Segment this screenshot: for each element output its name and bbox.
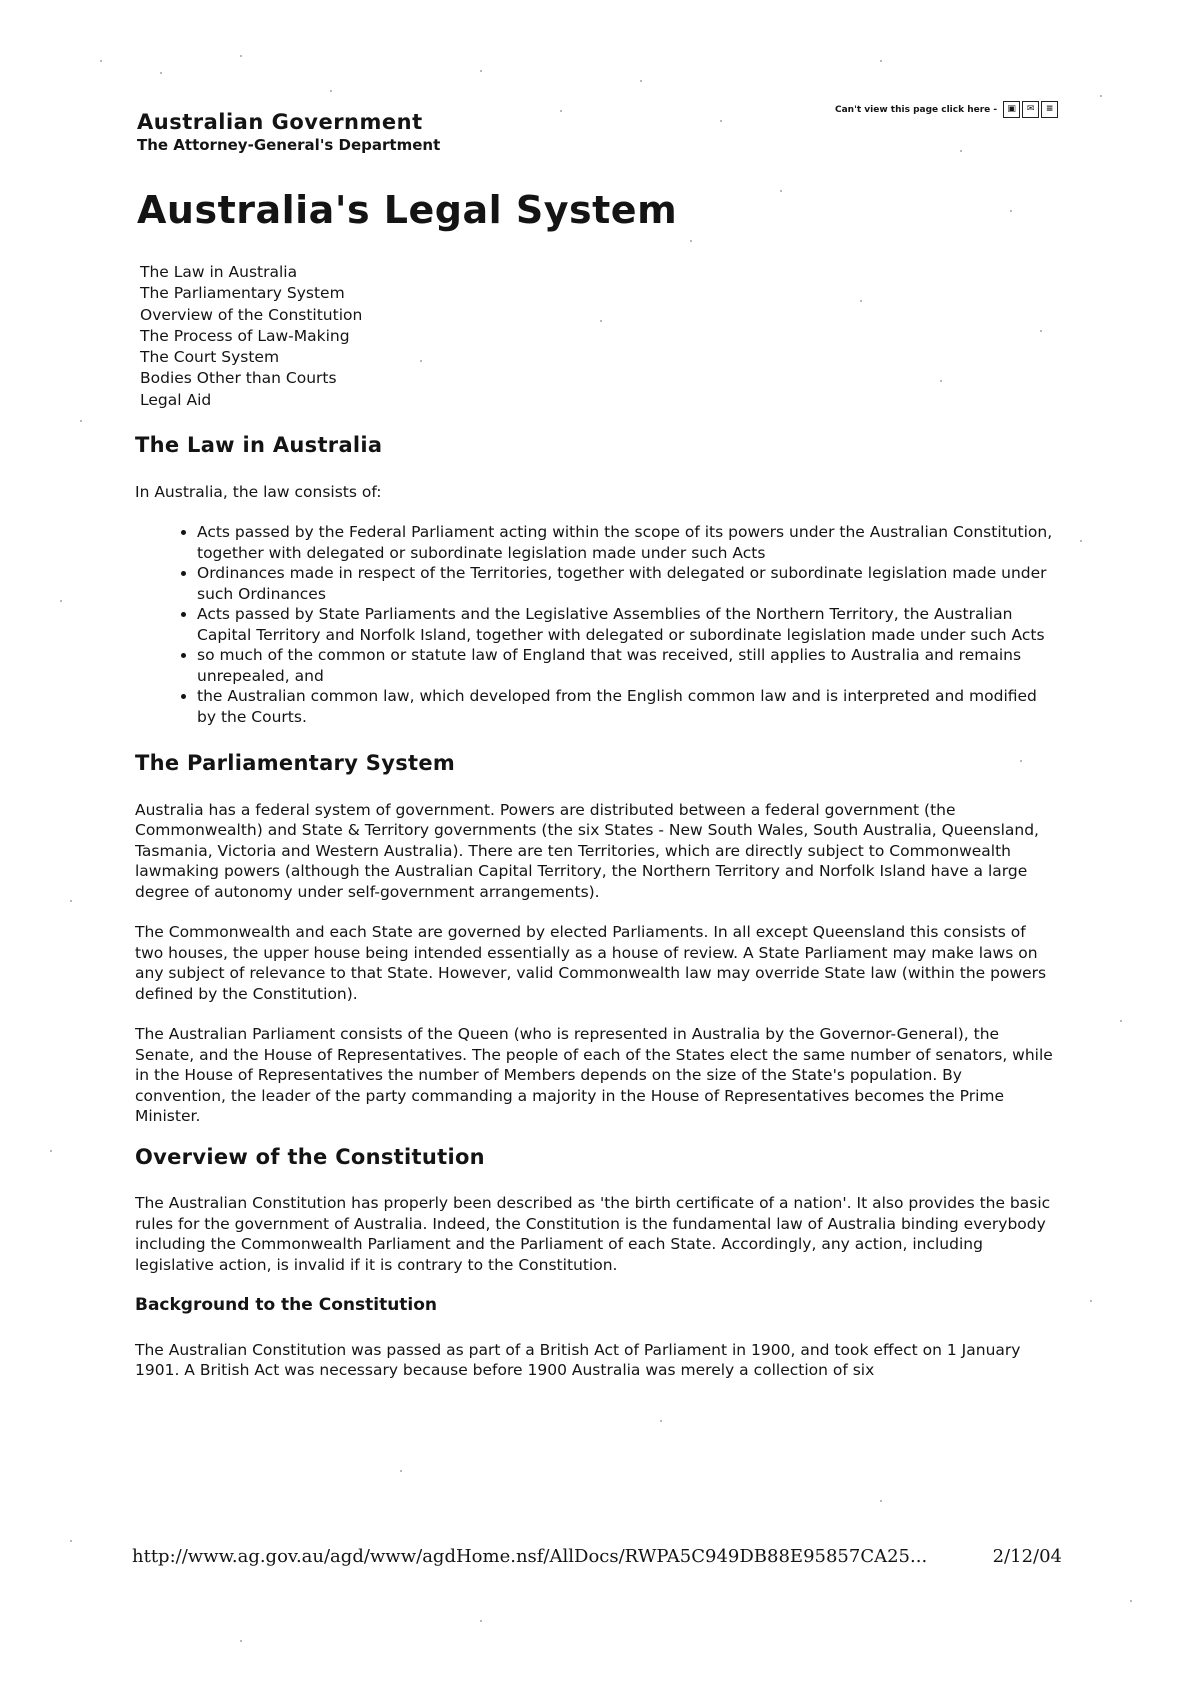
paragraph: The Commonwealth and each State are governed by elected Parliaments. In all except Queensland this consists of two houses, the upper house being intended essentially as a house of review. A State Parliament may make laws on any subject of relevance to that State. However, valid Commonwealth law may override State law (within the powers defined by the Constitution).	[135, 923, 1047, 1003]
section-law	[135, 435, 1055, 727]
page-title: Australia's Legal System	[137, 188, 678, 232]
paragraph: The Australian Constitution was passed as part of a British Act of Parliament in 1900, and took effect on 1 January 1901. A British Act was necessary because before 1900 Australia was merely a collection of six	[135, 1340, 1021, 1379]
toc-link[interactable]: The Process of Law-Making	[140, 326, 350, 345]
section-parliament	[135, 753, 1055, 1127]
toc-link[interactable]: The Law in Australia	[140, 263, 298, 281]
law-list	[135, 522, 1055, 727]
gov-title: Australian Government	[137, 110, 423, 134]
department-name: The Attorney-General's Department	[137, 136, 441, 154]
footer-date: 2/12/04	[992, 1546, 1062, 1567]
view-icons	[1003, 101, 1060, 118]
list-item: • so much of the common or statute law of England that was received, still applies to Australia and remains unrepealed, and	[197, 645, 1055, 686]
section-constitution	[135, 1144, 1055, 1381]
list-item: • Acts passed by the Federal Parliament acting within the scope of its powers under the Australian Constitution, together with delegated or subordinate legislation made under such Acts	[197, 522, 1055, 563]
cant-view-link[interactable]	[835, 101, 1060, 118]
section-heading: The Law in Australia	[135, 433, 383, 457]
main-content	[135, 435, 1055, 1401]
section-heading: Overview of the Constitution	[135, 1144, 485, 1169]
toc-link[interactable]: Legal Aid	[140, 390, 212, 409]
paragraph: Australia has a federal system of government. Powers are distributed between a federal government (the Commonwealth) and State & Territory governments (the six States - New South Wales, South Australia, Queensland, Tasmania, Victoria and Western Australia). There are ten Territories, which are directly subject to Commonwealth lawmaking powers (although the Australian Capital Territory, the Northern Territory and Norfolk Island have a large degree of autonomy under self-government arrangements).	[135, 800, 1039, 901]
section-heading: The Parliamentary System	[135, 751, 456, 775]
cant-view-text: Can't view this page click here -	[835, 104, 998, 115]
section-intro: In Australia, the law consists of:	[135, 482, 382, 501]
paragraph: The Australian Constitution has properly been described as 'the birth certificate of a nation'. It also provides the basic rules for the government of Australia. Indeed, the Constitution is the fundamental law of Australia binding everybody including the Commonwealth Parliament and the Parliament of each State. Accordingly, any action, including legislative action, is invalid if it is contrary to the Constitution.	[135, 1194, 1051, 1274]
list-item: • the Australian common law, which developed from the English common law and is interpreted and modified by the Courts.	[197, 686, 1055, 727]
print-footer	[132, 1546, 1062, 1567]
print-icon[interactable]: ▣	[1003, 101, 1020, 118]
toc-link[interactable]: The Parliamentary System	[140, 284, 345, 303]
paragraph: The Australian Parliament consists of the Queen (who is represented in Australia by the Governor-General), the Senate, and the House of Representatives. The people of each of the States elect the same number of senators, while in the House of Representatives the number of Members depends on the size of the State's population. By convention, the leader of the party commanding a majority in the House of Representatives becomes the Prime Minister.	[135, 1025, 1053, 1125]
list-item: • Acts passed by State Parliaments and the Legislative Assemblies of the Northern Territory, the Australian Capital Territory and Norfolk Island, together with delegated or subordinate legislation made under such Acts	[197, 604, 1055, 645]
header-block	[137, 110, 440, 154]
toc-link[interactable]: The Court System	[140, 348, 280, 367]
toc-link[interactable]: Bodies Other than Courts	[140, 369, 337, 388]
mail-icon[interactable]: ✉	[1022, 101, 1039, 118]
list-item: • Ordinances made in respect of the Territories, together with delegated or subordinate legislation made under such Ordinances	[197, 563, 1055, 604]
table-of-contents	[140, 262, 362, 411]
footer-url: http://www.ag.gov.au/agd/www/agdHome.nsf/AllDocs/RWPA5C949DB88E95857CA25...	[132, 1546, 928, 1567]
toc-link[interactable]: Overview of the Constitution	[140, 305, 363, 324]
document-icon[interactable]: ≡	[1041, 101, 1058, 118]
sub-heading: Background to the Constitution	[135, 1295, 438, 1315]
